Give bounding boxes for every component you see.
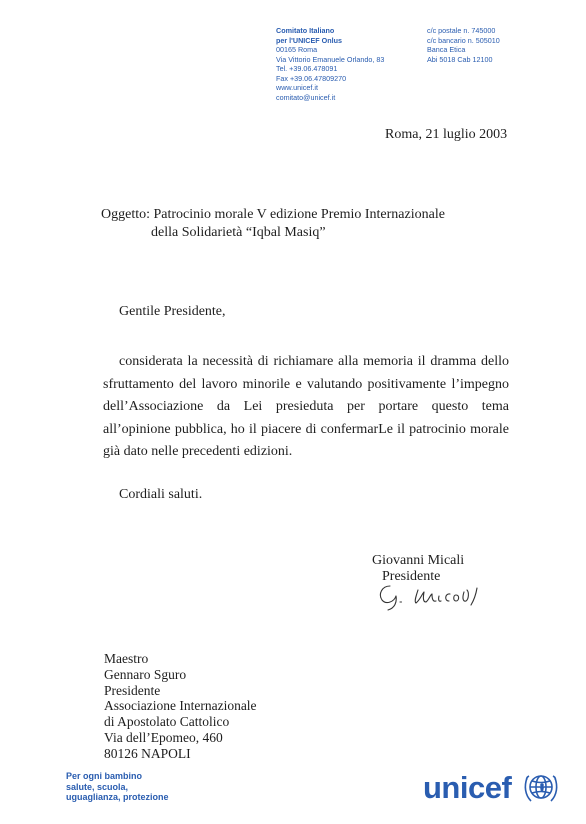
signer-name: Giovanni Micali [372,553,465,568]
recipient-line: Gennaro Sguro [104,666,187,682]
letterhead-right [427,26,500,64]
tagline-line: uguaglianza, protezione [66,792,169,802]
fax-line: Fax +39.06.47809270 [276,73,347,83]
tagline-line: Per ogni bambino [66,771,143,781]
unicef-globe-emblem-icon [522,768,560,806]
bank-line: Abi 5018 Cab 12100 [427,54,493,64]
recipient-line: di Apostolato Cattolico [104,714,230,730]
footer-tagline [66,771,169,803]
recipient-line: Presidente [104,682,161,698]
bank-line: c/c postale n. 745000 [427,26,496,35]
unicef-logo-text: unicef [423,770,512,805]
body-line: già dato nelle precedenti edizioni. [103,444,293,459]
body-line: sfruttamento del lavoro minorile e valutando positivamente l’impegno [103,376,509,392]
body-line: dell’Associazione da Lei presieduta per portare questo tema [103,399,509,414]
bank-line: c/c bancario n. 505010 [427,35,500,45]
address-line: Via Vittorio Emanuele Orlando, 83 [276,54,385,64]
subject-block [101,206,445,242]
website-line: www.unicef.it [276,83,318,92]
org-name-line-1: Comitato Italiano [276,26,335,35]
email-line: comitato@unicef.it [276,92,336,102]
signer-role: Presidente [382,569,441,584]
subject-line: Oggetto: Patrocinio morale V edizione Premio Internazionale [101,207,445,222]
recipient-line: Via dell’Epomeo, 460 [104,729,223,745]
recipient-line: Associazione Internazionale [104,698,257,714]
letterhead-left [276,26,384,102]
letter-date: Roma, 21 luglio 2003 [385,127,508,142]
closing: Cordiali saluti. [119,487,203,502]
subject-line: della Solidarietà “Iqbal Masiq” [151,225,326,240]
handwritten-signature [376,580,491,612]
phone-line: Tel. +39.06.478091 [276,64,338,73]
bank-line: Banca Etica [427,45,466,54]
recipient-line: Maestro [104,651,149,666]
salutation: Gentile Presidente, [119,304,226,319]
body-line: all’opinione pubblica, ho il piacere di confermarLe il patrocinio morale [103,421,509,437]
address-line: 00165 Roma [276,45,318,54]
body-line: considerata la necessità di richiamare alla memoria il dramma dello [119,354,509,369]
recipient-line: 80126 NAPOLI [104,745,191,761]
recipient-address [104,651,257,762]
body-paragraph [103,351,509,464]
tagline-line: salute, scuola, [66,781,129,792]
org-name-line-2: per l'UNICEF Onlus [276,35,343,45]
